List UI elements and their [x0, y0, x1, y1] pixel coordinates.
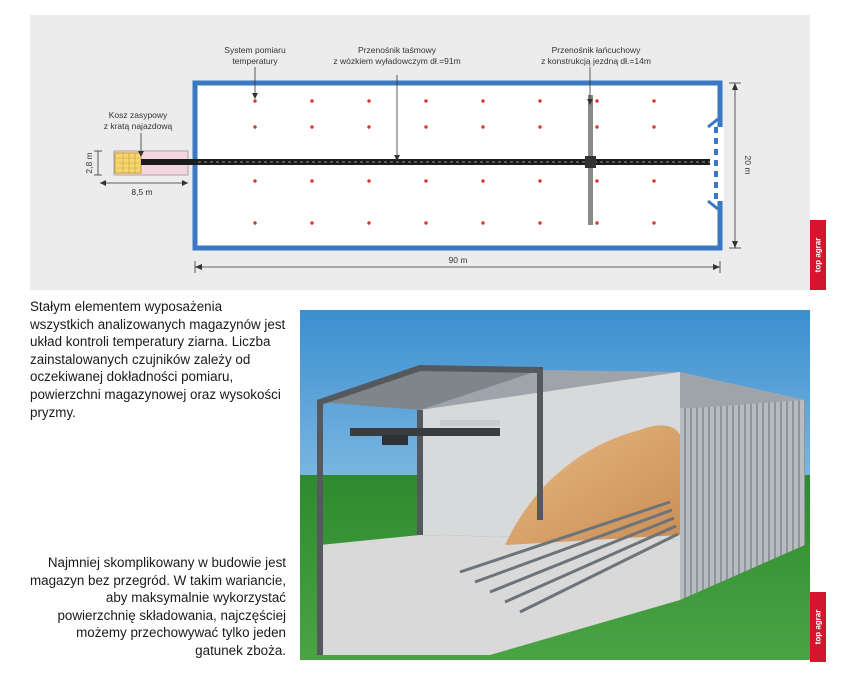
- belt-label-line1: Przenośnik taśmowy: [358, 45, 436, 55]
- temperature-sensor: [538, 125, 541, 128]
- temperature-sensor: [652, 179, 655, 182]
- temperature-sensor: [253, 221, 256, 224]
- hopper-length-arrow-right: [182, 180, 188, 186]
- temperature-sensor: [481, 221, 484, 224]
- temperature-sensor: [424, 99, 427, 102]
- brand-tab-top: [810, 220, 826, 290]
- belt-conveyor: [198, 159, 710, 165]
- length-dim-arrow-left: [195, 264, 202, 270]
- belt-label-line2: z wózkiem wyładowczym dł.=91m: [333, 56, 461, 66]
- warehouse-render: [300, 310, 810, 660]
- temperature-sensor: [481, 99, 484, 102]
- hopper-conveyor: [141, 159, 198, 165]
- floor-plan-diagram: [30, 15, 810, 290]
- temperature-sensor: [538, 221, 541, 224]
- width-dim-arrow-top: [732, 83, 738, 90]
- hopper-length-arrow-left: [100, 180, 106, 186]
- chain-conveyor-render: [440, 420, 500, 426]
- temperature-sensor: [367, 221, 370, 224]
- temperature-sensor: [652, 221, 655, 224]
- temperature-sensor: [481, 179, 484, 182]
- temperature-sensor: [310, 179, 313, 182]
- temperature-sensor: [253, 99, 256, 102]
- temperature-sensor: [424, 221, 427, 224]
- sensor-label-line2: temperatury: [232, 56, 278, 66]
- belt-conveyor-render: [350, 428, 500, 436]
- temperature-sensor: [481, 125, 484, 128]
- temperature-sensor: [253, 179, 256, 182]
- caption-warehouse-variant: Najmniej skomplikowany w budowie jest magazyn bez przegród. W takim wariancie, aby maksymalnie wykorzystać powierzchnię składowania, najczęściej możemy przechowywać tylko jeden gatunek zboża.: [29, 555, 286, 658]
- caption-temperature-control: Stałym elementem wyposażenia wszystkich analizowanych magazynów jest układ kontroli temperatury ziarna. Liczba zainstalowanych czujników zależy od oczekiwanej dokładności pomiaru, powierzchni magazynowej oraz wysokości pryzmy.: [30, 299, 286, 420]
- temperature-sensor: [652, 99, 655, 102]
- chain-conveyor-carriage: [585, 156, 596, 168]
- temperature-sensor: [424, 179, 427, 182]
- temperature-sensor: [595, 99, 598, 102]
- temperature-sensor: [367, 125, 370, 128]
- length-dim-arrow-right: [713, 264, 720, 270]
- temperature-sensor: [595, 125, 598, 128]
- hopper-label-line1: Kosz zasypowy: [108, 110, 168, 120]
- brand-tab-bottom-text: top agrar: [813, 609, 823, 645]
- length-label: 90 m: [448, 255, 468, 265]
- width-dim-arrow-bottom: [732, 241, 738, 248]
- brand-tab-top-text: top agrar: [813, 237, 823, 273]
- chain-label-line2: z konstrukcją jezdną dł.=14m: [541, 56, 651, 66]
- brand-tab-bottom: [810, 592, 826, 662]
- tripper-car: [382, 435, 408, 445]
- temperature-sensor: [367, 179, 370, 182]
- hopper-label-line2: z kratą najazdową: [103, 121, 173, 131]
- warehouse-illustration: [300, 310, 810, 660]
- hopper-length-label: 8,5 m: [131, 187, 153, 197]
- temperature-sensor: [310, 221, 313, 224]
- temperature-sensor: [253, 125, 256, 128]
- chain-label-line1: Przenośnik łańcuchowy: [551, 45, 641, 55]
- temperature-sensor: [424, 125, 427, 128]
- temperature-sensor: [310, 99, 313, 102]
- width-label: 20 m: [743, 155, 753, 175]
- sensor-label-line1: System pomiaru: [224, 45, 286, 55]
- hopper-width-label: 2,8 m: [84, 152, 94, 174]
- temperature-sensor: [595, 221, 598, 224]
- temperature-sensor: [595, 179, 598, 182]
- temperature-sensor: [367, 99, 370, 102]
- temperature-sensor: [310, 125, 313, 128]
- temperature-sensor: [538, 99, 541, 102]
- temperature-sensor: [538, 179, 541, 182]
- temperature-sensor: [652, 125, 655, 128]
- floor-plan-panel: [30, 15, 810, 290]
- building-walls: [195, 83, 720, 248]
